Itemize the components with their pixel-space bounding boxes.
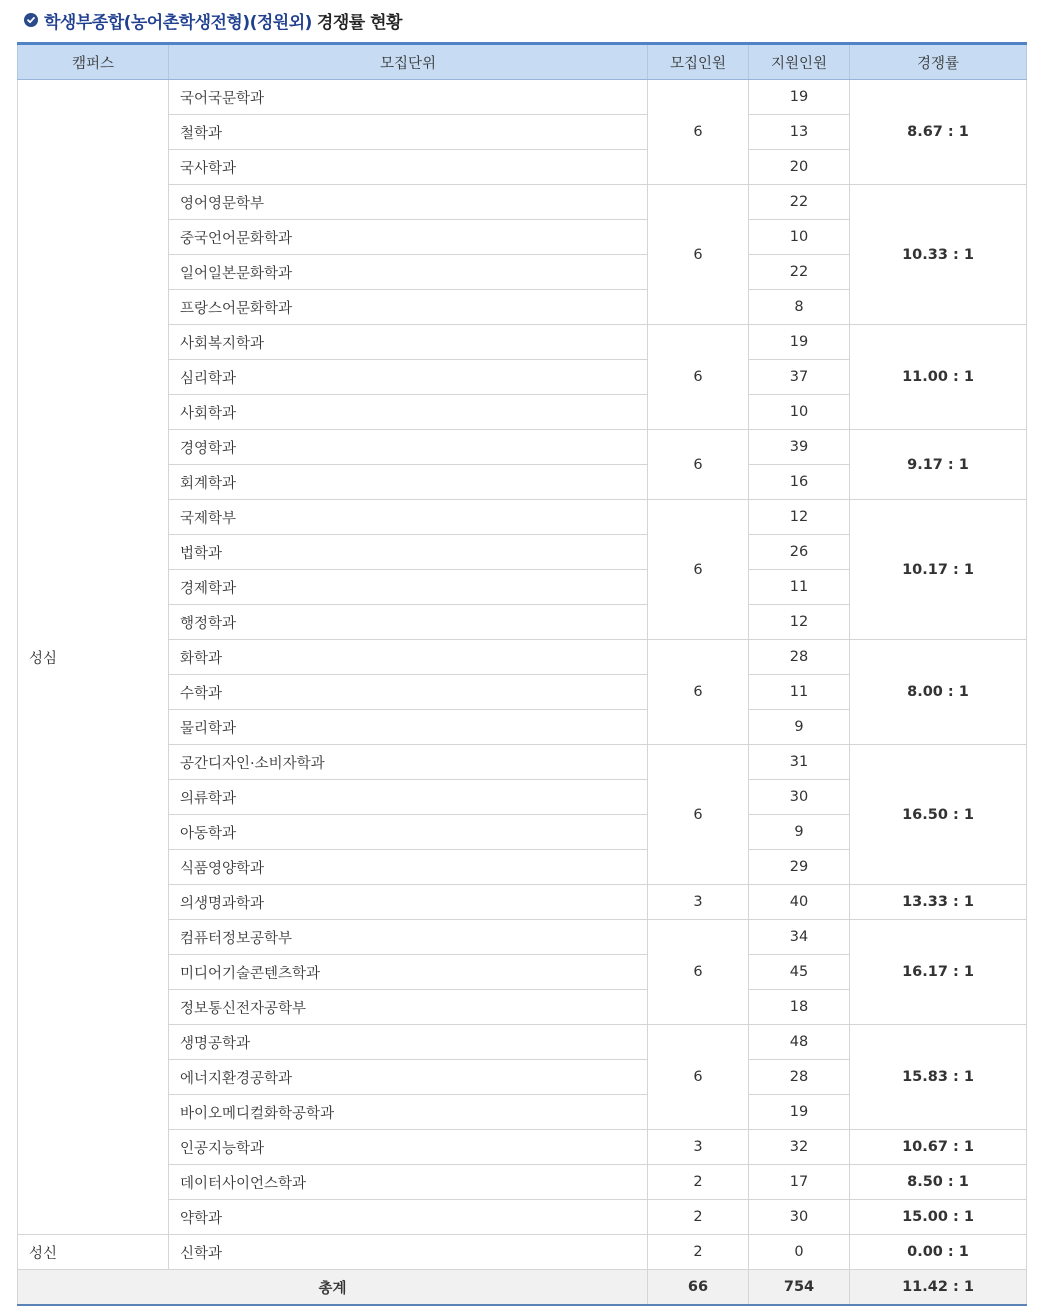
rate-cell: 10.17 : 1	[850, 500, 1027, 640]
applicants-cell: 40	[749, 885, 850, 920]
applicants-cell: 10	[749, 220, 850, 255]
dept-cell: 일어일본문화학과	[169, 255, 648, 290]
quota-cell: 6	[648, 745, 749, 885]
dept-cell: 영어영문학부	[169, 185, 648, 220]
applicants-cell: 32	[749, 1130, 850, 1165]
applicants-cell: 22	[749, 185, 850, 220]
total-label: 총계	[18, 1270, 648, 1306]
applicants-cell: 13	[749, 115, 850, 150]
quota-cell: 6	[648, 185, 749, 325]
rate-cell: 16.17 : 1	[850, 920, 1027, 1025]
applicants-cell: 11	[749, 675, 850, 710]
applicants-cell: 30	[749, 780, 850, 815]
dept-cell: 약학과	[169, 1200, 648, 1235]
campus-cell: 성신	[18, 1235, 169, 1270]
dept-cell: 국제학부	[169, 500, 648, 535]
dept-cell: 컴퓨터정보공학부	[169, 920, 648, 955]
dept-cell: 경제학과	[169, 570, 648, 605]
dept-cell: 중국언어문화학과	[169, 220, 648, 255]
dept-cell: 정보통신전자공학부	[169, 990, 648, 1025]
table-header-row	[18, 44, 1027, 80]
applicants-cell: 0	[749, 1235, 850, 1270]
quota-cell: 6	[648, 640, 749, 745]
rate-cell: 10.33 : 1	[850, 185, 1027, 325]
quota-cell: 6	[648, 430, 749, 500]
table-row	[18, 1200, 1027, 1235]
dept-cell: 아동학과	[169, 815, 648, 850]
dept-cell: 미디어기술콘텐츠학과	[169, 955, 648, 990]
dept-cell: 의생명과학과	[169, 885, 648, 920]
quota-cell: 6	[648, 325, 749, 430]
rate-cell: 8.50 : 1	[850, 1165, 1027, 1200]
header-applicants: 지원인원	[749, 44, 850, 80]
title-rest: 경쟁률 현황	[316, 12, 402, 33]
applicants-cell: 9	[749, 710, 850, 745]
dept-cell: 사회학과	[169, 395, 648, 430]
applicants-cell: 31	[749, 745, 850, 780]
rate-cell: 16.50 : 1	[850, 745, 1027, 885]
applicants-cell: 26	[749, 535, 850, 570]
table-row	[18, 640, 1027, 675]
dept-cell: 국사학과	[169, 150, 648, 185]
dept-cell: 바이오메디컬화학공학과	[169, 1095, 648, 1130]
title-highlight: 학생부종합(농어촌학생전형)(정원외)	[44, 12, 312, 33]
dept-cell: 경영학과	[169, 430, 648, 465]
rate-cell: 0.00 : 1	[850, 1235, 1027, 1270]
dept-cell: 사회복지학과	[169, 325, 648, 360]
table-row	[18, 745, 1027, 780]
quota-cell: 3	[648, 1130, 749, 1165]
applicants-cell: 22	[749, 255, 850, 290]
dept-cell: 식품영양학과	[169, 850, 648, 885]
applicants-cell: 29	[749, 850, 850, 885]
applicants-cell: 45	[749, 955, 850, 990]
table-row	[18, 80, 1027, 115]
dept-cell: 생명공학과	[169, 1025, 648, 1060]
applicants-cell: 11	[749, 570, 850, 605]
table-row	[18, 325, 1027, 360]
quota-cell: 6	[648, 1025, 749, 1130]
table-row	[18, 185, 1027, 220]
dept-cell: 프랑스어문화학과	[169, 290, 648, 325]
table-row	[18, 1235, 1027, 1270]
table-row	[18, 920, 1027, 955]
dept-cell: 의류학과	[169, 780, 648, 815]
applicants-cell: 30	[749, 1200, 850, 1235]
rate-cell: 11.00 : 1	[850, 325, 1027, 430]
header-dept: 모집단위	[169, 44, 648, 80]
dept-cell: 수학과	[169, 675, 648, 710]
dept-cell: 인공지능학과	[169, 1130, 648, 1165]
rate-cell: 8.00 : 1	[850, 640, 1027, 745]
table-body	[18, 80, 1027, 1306]
quota-cell: 2	[648, 1165, 749, 1200]
applicants-cell: 12	[749, 500, 850, 535]
total-row	[18, 1270, 1027, 1306]
applicants-cell: 19	[749, 80, 850, 115]
quota-cell: 6	[648, 80, 749, 185]
rate-cell: 15.00 : 1	[850, 1200, 1027, 1235]
dept-cell: 공간디자인·소비자학과	[169, 745, 648, 780]
dept-cell: 회계학과	[169, 465, 648, 500]
applicants-cell: 18	[749, 990, 850, 1025]
dept-cell: 법학과	[169, 535, 648, 570]
rate-cell: 9.17 : 1	[850, 430, 1027, 500]
check-circle-icon	[24, 13, 38, 27]
dept-cell: 철학과	[169, 115, 648, 150]
applicants-cell: 10	[749, 395, 850, 430]
total-rate: 11.42 : 1	[850, 1270, 1027, 1306]
quota-cell: 6	[648, 920, 749, 1025]
dept-cell: 행정학과	[169, 605, 648, 640]
table-row	[18, 1130, 1027, 1165]
applicants-cell: 39	[749, 430, 850, 465]
dept-cell: 데이터사이언스학과	[169, 1165, 648, 1200]
applicants-cell: 12	[749, 605, 850, 640]
competition-table	[17, 42, 1027, 1306]
applicants-cell: 34	[749, 920, 850, 955]
dept-cell: 물리학과	[169, 710, 648, 745]
header-rate: 경쟁률	[850, 44, 1027, 80]
header-quota: 모집인원	[648, 44, 749, 80]
applicants-cell: 37	[749, 360, 850, 395]
dept-cell: 에너지환경공학과	[169, 1060, 648, 1095]
total-quota: 66	[648, 1270, 749, 1306]
applicants-cell: 28	[749, 1060, 850, 1095]
table-row	[18, 1025, 1027, 1060]
total-applicants: 754	[749, 1270, 850, 1306]
dept-cell: 신학과	[169, 1235, 648, 1270]
table-row	[18, 1165, 1027, 1200]
applicants-cell: 19	[749, 1095, 850, 1130]
table-row	[18, 430, 1027, 465]
applicants-cell: 16	[749, 465, 850, 500]
section-title	[24, 8, 402, 32]
quota-cell: 2	[648, 1200, 749, 1235]
header-campus: 캠퍼스	[18, 44, 169, 80]
rate-cell: 13.33 : 1	[850, 885, 1027, 920]
dept-cell: 화학과	[169, 640, 648, 675]
quota-cell: 6	[648, 500, 749, 640]
rate-cell: 15.83 : 1	[850, 1025, 1027, 1130]
dept-cell: 국어국문학과	[169, 80, 648, 115]
quota-cell: 2	[648, 1235, 749, 1270]
rate-cell: 8.67 : 1	[850, 80, 1027, 185]
applicants-cell: 9	[749, 815, 850, 850]
applicants-cell: 8	[749, 290, 850, 325]
applicants-cell: 17	[749, 1165, 850, 1200]
table-row	[18, 500, 1027, 535]
applicants-cell: 20	[749, 150, 850, 185]
campus-cell: 성심	[18, 80, 169, 1235]
dept-cell: 심리학과	[169, 360, 648, 395]
table-row	[18, 885, 1027, 920]
rate-cell: 10.67 : 1	[850, 1130, 1027, 1165]
applicants-cell: 48	[749, 1025, 850, 1060]
quota-cell: 3	[648, 885, 749, 920]
applicants-cell: 19	[749, 325, 850, 360]
applicants-cell: 28	[749, 640, 850, 675]
